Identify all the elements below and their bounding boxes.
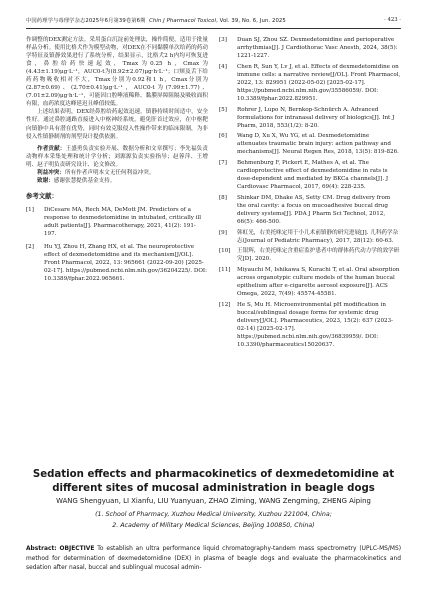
english-title	[26, 468, 401, 495]
reference-number: [8]	[219, 194, 227, 201]
abstract-label: Abstract:	[26, 546, 57, 552]
two-column-body	[26, 36, 401, 352]
reference-number: [5]	[219, 106, 227, 113]
reference-number: [7]	[219, 160, 227, 167]
reference-number: [2]	[26, 244, 34, 251]
author-contributions	[26, 145, 208, 169]
reference-item	[26, 243, 208, 283]
reference-text: Chen R, Sun Y, Lv J, et al. Effects of dexmedetomidine on immune cells: a narrative review[J/OL]. Front Pharmacol, 2022, 13: 829951 (2022-05-02) [2025-02-17]. https://pubmed.ncbi.nlm.nih.gov/35586059/. DOI: 10.3389/fphar.2022.829951.	[237, 63, 401, 102]
author-contributions-text: 王盛勇负责实验开展、数据分析和文章撰写；李先福负责动物样本采集处理和统计学分析；刘源源负责实验指导；赵蓉萍、王增明、赵子明负责研究设计、论文修改。	[26, 145, 208, 168]
header-journal-abbrev: Chin J Pharmacol Toxicol	[149, 18, 217, 24]
reference-number: [11]	[219, 266, 231, 273]
english-authors: WANG Shengyuan, LI Xianfu, LIU Yuanyuan, ZHAO Ziming, WANG Zengming, ZHENG Aiping	[56, 497, 371, 505]
reference-item	[219, 194, 401, 226]
affiliation-2: 2. Academy of Military Medical Sciences, Beijing 100850, China)	[112, 521, 315, 529]
reference-item	[219, 106, 401, 130]
reference-number: [3]	[219, 37, 227, 43]
reference-item	[219, 63, 401, 103]
reference-item	[26, 206, 208, 238]
reference-item	[219, 36, 401, 60]
author-contributions-label: 作者贡献：	[37, 145, 66, 152]
conflict-text: 所有作者声明本文无任何利益冲突。	[64, 169, 155, 176]
acknowledgement-label: 致谢：	[37, 177, 54, 184]
reference-item	[219, 247, 401, 263]
reference-number: [6]	[219, 133, 227, 140]
reference-number: [4]	[219, 63, 227, 70]
reference-text: Shinkar DM, Dhake AS, Setty CM. Drug delivery from the oral cavity: a focus on mucoadhesive buccal drug delivery systems[J]. PDA J Pharm Sci Technol, 2012, 66(5): 466-500.	[237, 194, 391, 225]
reference-number: [1]	[26, 206, 34, 213]
reference-number: [10]	[219, 248, 231, 255]
abstract-text: To establish an ultra performance liquid chromatography-tandem mass spectrometry (UPLC-MS/MS) method for determination of dexmedetomidine (DEX) in plasma of beagle dogs and evaluate the pharmacokinetics and sedation after nasal, buccal and sublingual mucosal admin-	[26, 546, 401, 572]
header-rule	[26, 28, 401, 29]
discussion-paragraph-2: 上述结果表明，DEX经鼻腔给药起效迅速，镇静持续时间适中，安全性好。通过鼻腔通路直接进入中枢神经系统，避免肝首过效应，在中枢靶向镇静中具有潜在优势，同时有效克服侵入性操作带来的临床限制，为非侵入性镇静制剂的剂型设计提供依据。	[26, 109, 208, 140]
english-title-line-2: different sites of mucosal administration in beagle dogs	[52, 482, 375, 494]
abstract-objective-label: OBJECTIVE	[59, 546, 95, 552]
header-chinese-citation: 中国药理学与毒理学杂志2025年6月第39卷第6期	[26, 18, 146, 24]
reference-item	[219, 159, 401, 191]
english-abstract	[26, 545, 401, 574]
page-number: · 423 ·	[384, 17, 401, 23]
reference-text: Behmenburg F, Pickert E, Mathes A, et al. The cardioprotective effect of dexmedetomidine in rats is dose-dependent and mediated by BKCa channels[J]. J Cardiovasc Pharmacol, 2017, 69(4): 228-235.	[237, 160, 389, 191]
english-affiliations	[26, 510, 401, 531]
reference-item	[219, 266, 401, 298]
running-header	[26, 14, 401, 26]
right-column	[219, 36, 401, 352]
acknowledgement	[26, 177, 208, 185]
reference-number: [9]	[219, 229, 227, 236]
reference-text: DiCesare MA, Rech MA, DeMott JM. Predictors of a response to dexmedetomidine in intubated, critically ill adult patients[J]. Pharmacotherapy, 2021, 41(2): 191-197.	[44, 206, 202, 238]
conflict-of-interest	[26, 169, 208, 177]
affiliation-1: (1. School of Pharmacy, Xuzhou Medical University, Xuzhou 221004, China;	[95, 511, 332, 518]
reference-item	[219, 229, 401, 245]
reference-item	[219, 301, 401, 349]
acknowledgement-text: 感谢张慧提供基金支持。	[53, 177, 116, 184]
reference-text: Miyauchi M, Ishikawa S, Kurachi T, et al. Oral absorption across organotypic culture models of the human buccal epithelium after e-cigarette aerosol exposure[J]. ACS Omega, 2022, 7(49): 45574-45581.	[237, 266, 400, 298]
reference-text: 韩虹光，右美托咪定用于小儿术前镇静的研究进展[J]. 儿科药学杂志(Journal of Pediatric Pharmacy), 2017, 28(12): 60-63.	[237, 229, 399, 244]
left-column	[26, 36, 208, 352]
discussion-paragraph-1: 作调整的DEX测定方法。采用蛋白沉淀前处理法，操作简便，适用于批量样品分析。使用比格犬作为模型动物，对DEX在不同黏膜单次给药的药动学特征及镇静效果进行了系统分析，结果显示，比格犬2 h内均可恢复进食，鼻腔给药快速起效，Tmax为0.25 h，Cmax为(4.43±1.19)μg·L⁻¹，AUC0-t为(8.92±2.07)μg·h·L⁻¹；口颊及舌下给药药物吸收相对不大，Tmax分别为0.92和1 h，Cmax分别为(2.87±0.69)、(2.70±0.41)μg·L⁻¹，AUC0-t为(7.99±1.77)、(7.01±2.09)μg·h·L⁻¹，可能因口腔唾液稀释、黏膜屏障阻隔及吸收面积有限，血药浓度达峰延迟且峰值较低。	[26, 37, 208, 108]
reference-text: Rohrer J, Lupo N, Bernkop-Schnürch A. Advanced formulations for intranasal delivery of biologics[J]. Int J Pharm, 2018, 553(1/2): 8-20.	[237, 106, 395, 129]
reference-text: He S, Mu H. Microenvironmental pH modification in buccal/sublingual dosage forms for systemic drug delivery[J/OL]. Pharmaceutics, 2023, 15(2): 637 (2023-02-14) [2025-02-17]. https://pubmed.ncbi.nlm.nih.gov/36839959/. DOI: 10.3390/pharmaceutics15020637.	[237, 301, 394, 348]
header-volume-issue: , Vol. 39, No. 6, Jun. 2025	[216, 18, 286, 24]
english-title-line-1: Sedation effects and pharmacokinetics of dexmedetomidine at	[32, 469, 395, 480]
reference-text: Wang D, Xu X, Wu YG, et al. Dexmedetomidine attenuates traumatic brain injury: action pathway and mechanisms[J]. Neural Regen Res, 2018, 13(5): 819-826.	[237, 133, 399, 156]
reference-number: [12]	[219, 301, 231, 308]
reference-text: 王银辉，右美托咪定含重症监护患者中的群体药代动力学的效学研究[D]. 2020.	[237, 248, 400, 263]
reference-text: Hu YJ, Zhou H, Zhang HX, et al. The neuroprotective effect of dexmedetomidine and its mechanism[J/OL]. Front Pharmacol, 2022, 13: 965661 (2022-09-20) [2025-02-17]. https://pubmed.ncbi.nlm.nih.gov/36204225/. DOI: 10.3389/fphar.2022.965661.	[44, 244, 208, 283]
header-journal-info	[26, 16, 286, 24]
references-heading: 参考文献：	[26, 191, 58, 200]
reference-text: Duan SJ, Zhou SZ. Dexmedetomidine and perioperative arrhythmias[J]. J Cardiothorac Vasc Anesth, 2024, 38(5): 1221-1227.	[237, 37, 398, 60]
reference-item	[219, 132, 401, 156]
conflict-label: 利益冲突：	[37, 169, 65, 176]
